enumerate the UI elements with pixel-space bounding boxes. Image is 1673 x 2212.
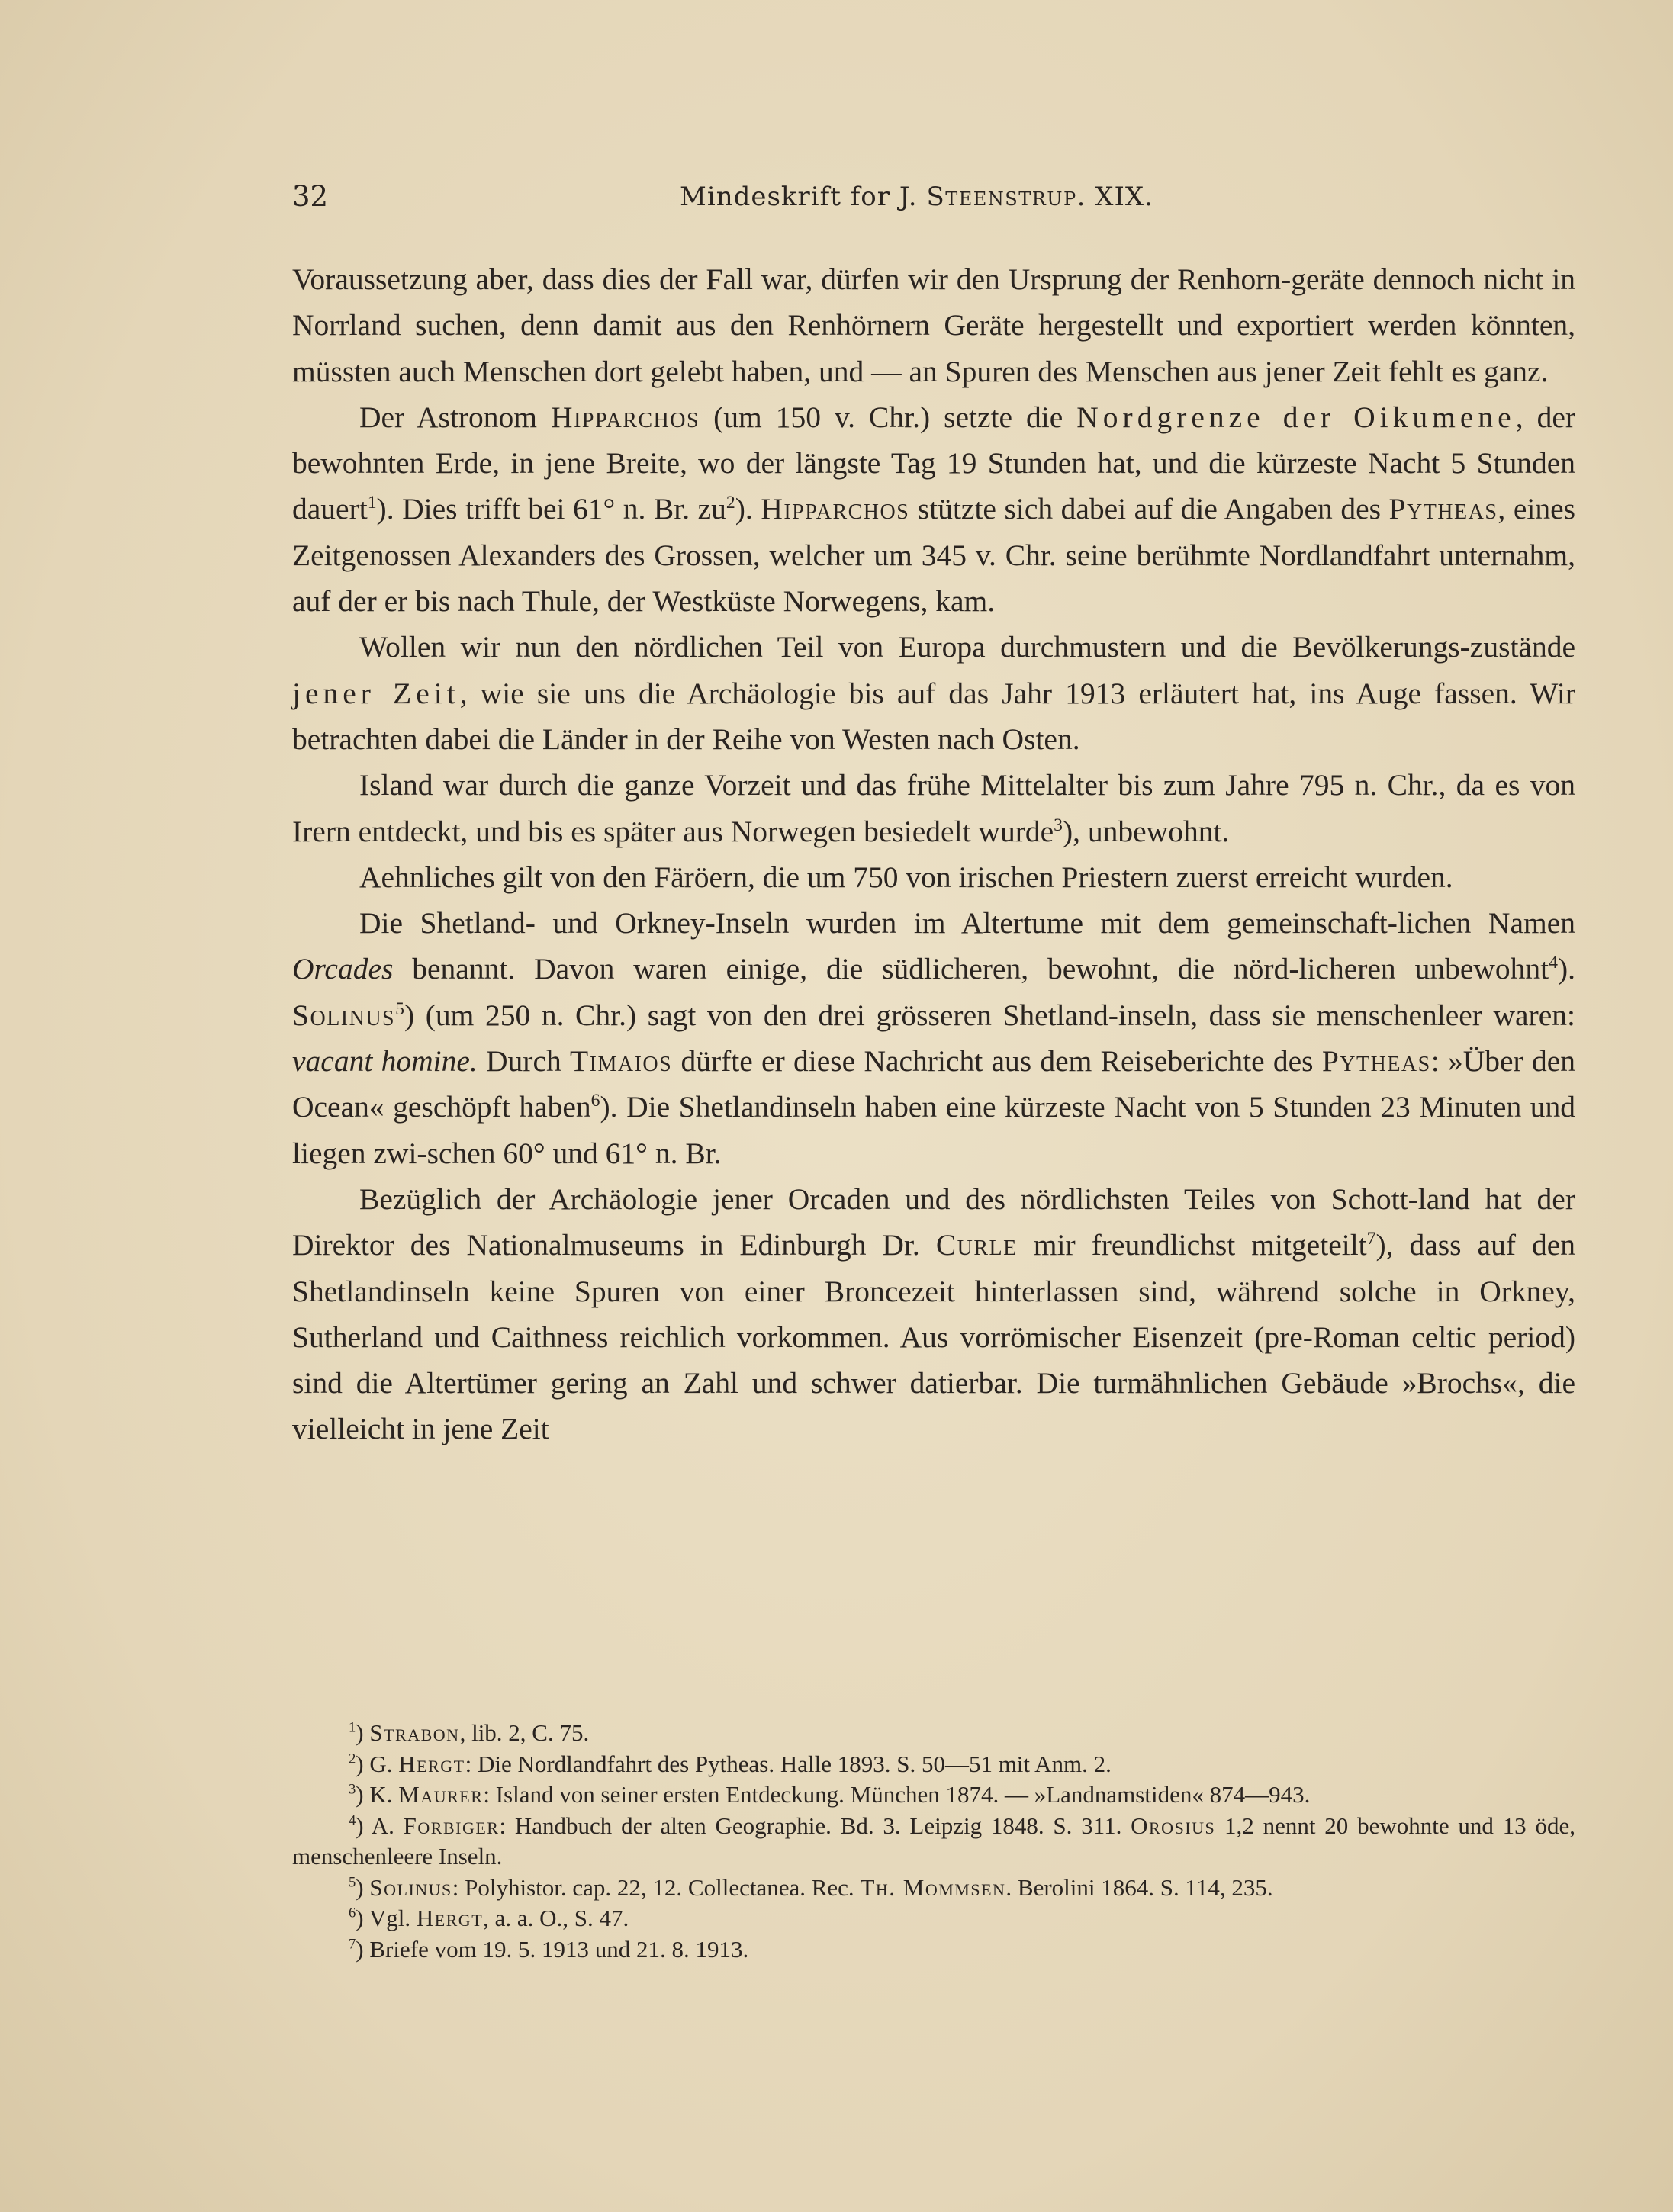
- text-run: , der bewohnten Erde, in jene Breite, wo der längste Tag 19 Stunden hat, und die kürzeste Nacht 5 Stunden dauert: [292, 400, 1575, 526]
- footnote-mark: 6: [349, 1905, 356, 1921]
- text-run: ) (um 250 n. Chr.) sagt von den drei grösseren Shetland-inseln, dass sie menschenleer waren:: [404, 998, 1575, 1032]
- paragraph-4: [292, 762, 1575, 854]
- footnote-ref: 7: [1366, 1229, 1376, 1249]
- footnote-ref: 3: [1054, 815, 1063, 835]
- footnote-text: Briefe vom 19. 5. 1913 und 21. 8. 1913.: [369, 1935, 749, 1963]
- page-header: [292, 180, 1574, 226]
- running-head: [680, 182, 1153, 212]
- text-run: benannt. Davon waren einige, die südlicheren, bewohnt, die nörd-licheren unbewohnt: [393, 952, 1549, 986]
- person-name: Solinus: [369, 1873, 452, 1901]
- italic-term: Orcades: [292, 952, 394, 986]
- text-run: ), unbewohnt.: [1062, 814, 1230, 848]
- text-run: ). Dies trifft bei 61° n. Br. zu: [376, 492, 726, 526]
- footnote-text: : Island von seiner ersten Entdeckung. München 1874. — »Landnamstiden« 874—943.: [483, 1781, 1311, 1808]
- person-name: Timaios: [570, 1044, 673, 1079]
- paragraph-2: [292, 394, 1575, 624]
- footnote-text: , lib. 2, C. 75.: [459, 1719, 590, 1746]
- footnote-1: $^1$) Strabon, lib. 2, C. 75.: [349, 1719, 590, 1746]
- person-name: Solinus: [292, 998, 396, 1032]
- page-number: 32: [292, 180, 329, 213]
- person-name: Pytheas: [1388, 492, 1498, 526]
- spaced-text: jener Zeit: [292, 676, 460, 710]
- footnote-mark: 3: [349, 1781, 356, 1798]
- text-run: (um 150 v. Chr.) setzte die: [700, 400, 1077, 434]
- footnote-mark: 5: [349, 1874, 356, 1891]
- footnote-2: $^2$) G. Hergt: Die Nordlandfahrt des Pytheas. Halle 1893. S. 50—51 mit Anm. 2.: [349, 1750, 1112, 1777]
- running-head-prefix: Mindeskrift for J.: [680, 182, 927, 212]
- text-run: Island war durch die ganze Vorzeit und das frühe Mittelalter bis zum Jahre 795 n. Chr., da es von Irern entdeckt, und bis es später aus Norwegen besiedelt wurde: [292, 768, 1575, 848]
- footnote-ref: 4: [1549, 953, 1558, 973]
- footnote-mark: 4: [349, 1812, 356, 1829]
- footnote-text: , a. a. O., S. 47.: [483, 1905, 629, 1931]
- text-run: ).: [735, 492, 761, 526]
- text-run: ), dass auf den Shetlandinseln keine Spuren von einer Broncezeit hinterlassen sind, während solche in Orkney, Sutherland und Caithness reichlich vorkommen. Aus vorrömischer Eisenzeit (pre-Roman celtic period) sind die Altertümer gering an Zahl und schwer datierbar. Die turmähnlichen Gebäude »Brochs«, die vielleicht in jene Zeit: [292, 1228, 1575, 1446]
- person-name: Pytheas: [1321, 1044, 1431, 1079]
- person-name: Th. Mommsen: [860, 1873, 1006, 1901]
- footnote-text: : Polyhistor. cap. 22, 12. Collectanea. Rec.: [452, 1873, 861, 1901]
- paragraph-1: Voraussetzung aber, dass dies der Fall war, dürfen wir den Ursprung der Renhorn-geräte dennoch nicht in Norrland suchen, denn damit aus den Renhörnern Geräte hergestellt und exportiert werden könnten, müssten auch Menschen dort gelebt haben, und — an Spuren des Menschen aus jener Zeit fehlt es ganz.: [292, 262, 1575, 388]
- text-run: Durch: [477, 1044, 570, 1079]
- footnote-text: : Handbuch der alten Geographie. Bd. 3. Leipzig 1848. S. 311.: [499, 1812, 1131, 1839]
- footnote-ref: 6: [590, 1091, 600, 1111]
- person-name: Hergt: [398, 1750, 465, 1777]
- footnote-mark: 1: [349, 1719, 356, 1736]
- text-run: mir freundlichst mitgeteilt: [1017, 1228, 1367, 1262]
- spaced-text: Nordgrenze der Oikumene: [1076, 400, 1516, 434]
- footnote-5: $^5$) Solinus: Polyhistor. cap. 22, 12. Collectanea. Rec. Th. Mommsen. Berolini 1864. S. 114, 235.: [349, 1873, 1273, 1901]
- person-name: Hipparchos: [761, 492, 910, 526]
- footnote-mark: 2: [349, 1751, 356, 1767]
- footnote-ref: 2: [726, 493, 735, 513]
- text-run: Der Astronom: [359, 400, 552, 434]
- running-head-name: Steenstrup: [926, 182, 1077, 212]
- person-name: Hipparchos: [551, 400, 700, 434]
- footnote-text: . Berolini 1864. S. 114, 235.: [1005, 1873, 1273, 1901]
- text-run: , eines Zeitgenossen Alexanders des Grossen, welcher um 345 v. Chr. seine berühmte Nordlandfahrt unternahm, auf der er bis nach Thule, der Westküste Norwegens, kam.: [292, 492, 1575, 619]
- footnote-text: 1,2 nennt 20 bewohnte und 13 öde, menschenleere Inseln.: [292, 1812, 1575, 1870]
- footnote-text: G.: [369, 1750, 399, 1777]
- text-run: dürfte er diese Nachricht aus dem Reiseberichte des: [672, 1044, 1322, 1079]
- text-run: ).: [1557, 952, 1575, 986]
- footnote-4: $^4$) A. Forbiger: Handbuch der alten Geographie. Bd. 3. Leipzig 1848. S. 311. Orosius 1,2 nennt 20 bewohnte und 13 öde, menschenleere Inseln.: [292, 1812, 1575, 1870]
- text-run: , wie sie uns die Archäologie bis auf das Jahr 1913 erläutert hat, ins Auge fassen. Wir betrachten dabei die Länder in der Reihe von Westen nach Osten.: [292, 676, 1575, 756]
- paragraph-3: [292, 624, 1575, 762]
- footnote-text: : Die Nordlandfahrt des Pytheas. Halle 1893. S. 50—51 mit Anm. 2.: [465, 1750, 1112, 1777]
- person-name: Maurer: [398, 1781, 484, 1808]
- text-run: Bezüglich der Archäologie jener Orcaden und des nördlichsten Teiles von Schott-land hat der Direktor des Nationalmuseums in Edinburgh Dr.: [292, 1182, 1575, 1262]
- person-name: Hergt: [416, 1905, 484, 1931]
- paragraph-6: [292, 900, 1575, 1176]
- text-run: ). Die Shetlandinseln haben eine kürzeste Nacht von 5 Stunden 23 Minuten und liegen zwi-schen 60° und 61° n. Br.: [292, 1090, 1576, 1170]
- footnote-mark: 7: [349, 1936, 356, 1953]
- running-head-suffix: . XIX.: [1076, 182, 1153, 212]
- paragraph-7: [292, 1176, 1575, 1452]
- footnote-3: $^3$) K. Maurer: Island von seiner ersten Entdeckung. München 1874. — »Landnamstiden« 874—943.: [349, 1781, 1311, 1808]
- person-name: Curle: [935, 1228, 1018, 1262]
- footnote-6: $^6$) Vgl. Hergt, a. a. O., S. 47.: [349, 1905, 629, 1931]
- footnote-text: Vgl.: [368, 1905, 417, 1931]
- text-run: : »Über den Ocean« geschöpft haben: [292, 1044, 1576, 1124]
- person-name: Orosius: [1131, 1812, 1216, 1839]
- italic-quote: vacant homine.: [292, 1044, 478, 1079]
- text-run: Wollen wir nun den nördlichen Teil von Europa durchmustern und die Bevölkerungs-zustände: [359, 630, 1575, 664]
- person-name: Forbiger: [403, 1812, 500, 1839]
- footnote-text: K.: [369, 1781, 399, 1808]
- footnote-ref: 5: [395, 998, 404, 1019]
- text-run: stützte sich dabei auf die Angaben des: [909, 492, 1389, 526]
- person-name: Strabon: [369, 1719, 460, 1746]
- footnotes: [292, 1718, 1575, 1965]
- body-text: [292, 256, 1575, 1452]
- paragraph-5: Aehnliches gilt von den Färöern, die um 750 von irischen Priestern zuerst erreicht wurden.: [359, 860, 1453, 894]
- footnote-ref: 1: [367, 493, 377, 513]
- footnote-text: A.: [371, 1812, 404, 1839]
- footnote-7: $^7$) Briefe vom 19. 5. 1913 und 21. 8. 1913.: [349, 1935, 749, 1963]
- text-run: Die Shetland- und Orkney-Inseln wurden im Altertume mit dem gemeinschaft-lichen Namen: [359, 906, 1575, 940]
